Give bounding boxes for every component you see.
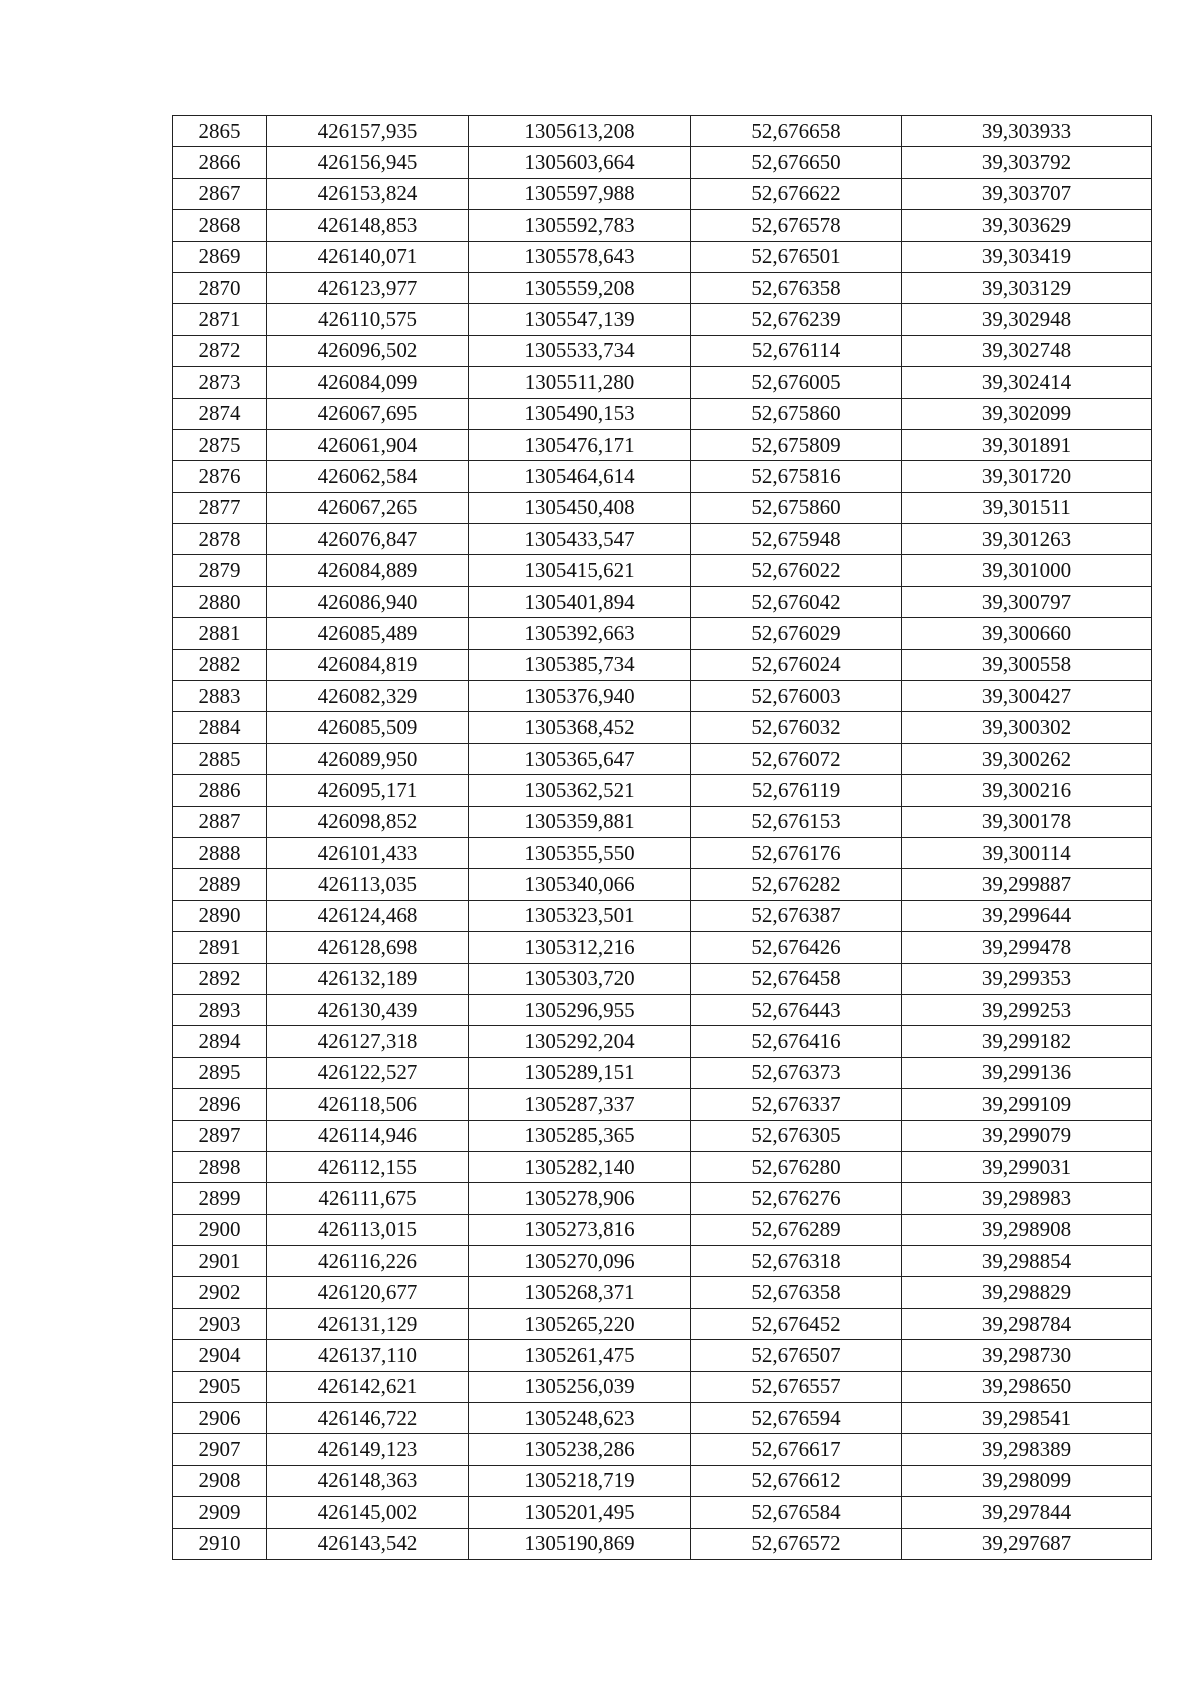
point-number-cell: 2905 [173,1371,267,1402]
table-row [173,1183,1152,1214]
latitude-cell: 52,676612 [691,1465,902,1496]
latitude-cell: 52,676119 [691,775,902,806]
y-coordinate-cell: 1305392,663 [469,618,691,649]
longitude-cell: 39,303707 [902,178,1152,209]
longitude-cell: 39,299887 [902,869,1152,900]
table-row [173,492,1152,523]
x-coordinate-cell: 426067,265 [267,492,469,523]
y-coordinate-cell: 1305359,881 [469,806,691,837]
longitude-cell: 39,301511 [902,492,1152,523]
x-coordinate-cell: 426096,502 [267,335,469,366]
y-coordinate-cell: 1305289,151 [469,1057,691,1088]
point-number-cell: 2887 [173,806,267,837]
y-coordinate-cell: 1305547,139 [469,304,691,335]
y-coordinate-cell: 1305597,988 [469,178,691,209]
latitude-cell: 52,676276 [691,1183,902,1214]
table-row [173,681,1152,712]
point-number-cell: 2890 [173,900,267,931]
latitude-cell: 52,676458 [691,963,902,994]
table-row [173,1371,1152,1402]
longitude-cell: 39,300262 [902,743,1152,774]
table-row [173,963,1152,994]
x-coordinate-cell: 426082,329 [267,681,469,712]
table-row [173,1057,1152,1088]
x-coordinate-cell: 426153,824 [267,178,469,209]
point-number-cell: 2881 [173,618,267,649]
point-number-cell: 2902 [173,1277,267,1308]
point-number-cell: 2872 [173,335,267,366]
longitude-cell: 39,299109 [902,1089,1152,1120]
y-coordinate-cell: 1305415,621 [469,555,691,586]
longitude-cell: 39,298389 [902,1434,1152,1465]
longitude-cell: 39,300427 [902,681,1152,712]
table-row [173,241,1152,272]
y-coordinate-cell: 1305368,452 [469,712,691,743]
latitude-cell: 52,676318 [691,1246,902,1277]
point-number-cell: 2879 [173,555,267,586]
x-coordinate-cell: 426098,852 [267,806,469,837]
table-row [173,806,1152,837]
latitude-cell: 52,676176 [691,837,902,868]
latitude-cell: 52,676029 [691,618,902,649]
longitude-cell: 39,300660 [902,618,1152,649]
x-coordinate-cell: 426084,889 [267,555,469,586]
x-coordinate-cell: 426157,935 [267,116,469,147]
longitude-cell: 39,299031 [902,1151,1152,1182]
y-coordinate-cell: 1305401,894 [469,586,691,617]
x-coordinate-cell: 426085,509 [267,712,469,743]
longitude-cell: 39,301891 [902,429,1152,460]
y-coordinate-cell: 1305265,220 [469,1308,691,1339]
x-coordinate-cell: 426118,506 [267,1089,469,1120]
table-row [173,994,1152,1025]
point-number-cell: 2894 [173,1026,267,1057]
point-number-cell: 2903 [173,1308,267,1339]
table-row [173,147,1152,178]
y-coordinate-cell: 1305323,501 [469,900,691,931]
x-coordinate-cell: 426061,904 [267,429,469,460]
x-coordinate-cell: 426084,819 [267,649,469,680]
x-coordinate-cell: 426122,527 [267,1057,469,1088]
table-row [173,1089,1152,1120]
longitude-cell: 39,299353 [902,963,1152,994]
table-row [173,1277,1152,1308]
y-coordinate-cell: 1305282,140 [469,1151,691,1182]
latitude-cell: 52,676443 [691,994,902,1025]
point-number-cell: 2888 [173,837,267,868]
latitude-cell: 52,676280 [691,1151,902,1182]
y-coordinate-cell: 1305256,039 [469,1371,691,1402]
x-coordinate-cell: 426067,695 [267,398,469,429]
table-row [173,178,1152,209]
latitude-cell: 52,676337 [691,1089,902,1120]
y-coordinate-cell: 1305201,495 [469,1497,691,1528]
point-number-cell: 2882 [173,649,267,680]
table-row [173,932,1152,963]
table-row [173,1120,1152,1151]
y-coordinate-cell: 1305464,614 [469,461,691,492]
table-row [173,304,1152,335]
table-row [173,869,1152,900]
latitude-cell: 52,676584 [691,1497,902,1528]
longitude-cell: 39,300178 [902,806,1152,837]
latitude-cell: 52,676594 [691,1403,902,1434]
point-number-cell: 2873 [173,367,267,398]
point-number-cell: 2876 [173,461,267,492]
table-row [173,398,1152,429]
x-coordinate-cell: 426127,318 [267,1026,469,1057]
longitude-cell: 39,297844 [902,1497,1152,1528]
point-number-cell: 2868 [173,210,267,241]
x-coordinate-cell: 426101,433 [267,837,469,868]
table-row [173,429,1152,460]
y-coordinate-cell: 1305248,623 [469,1403,691,1434]
coordinates-table [172,115,1152,1560]
latitude-cell: 52,676282 [691,869,902,900]
latitude-cell: 52,676005 [691,367,902,398]
longitude-cell: 39,301000 [902,555,1152,586]
table-row [173,367,1152,398]
latitude-cell: 52,676305 [691,1120,902,1151]
y-coordinate-cell: 1305292,204 [469,1026,691,1057]
table-row [173,1465,1152,1496]
x-coordinate-cell: 426123,977 [267,272,469,303]
x-coordinate-cell: 426062,584 [267,461,469,492]
point-number-cell: 2866 [173,147,267,178]
y-coordinate-cell: 1305287,337 [469,1089,691,1120]
longitude-cell: 39,298854 [902,1246,1152,1277]
table-row [173,900,1152,931]
table-row [173,837,1152,868]
x-coordinate-cell: 426128,698 [267,932,469,963]
point-number-cell: 2909 [173,1497,267,1528]
y-coordinate-cell: 1305385,734 [469,649,691,680]
latitude-cell: 52,676114 [691,335,902,366]
y-coordinate-cell: 1305559,208 [469,272,691,303]
x-coordinate-cell: 426130,439 [267,994,469,1025]
longitude-cell: 39,300797 [902,586,1152,617]
x-coordinate-cell: 426156,945 [267,147,469,178]
x-coordinate-cell: 426085,489 [267,618,469,649]
point-number-cell: 2871 [173,304,267,335]
point-number-cell: 2869 [173,241,267,272]
y-coordinate-cell: 1305238,286 [469,1434,691,1465]
point-number-cell: 2867 [173,178,267,209]
x-coordinate-cell: 426124,468 [267,900,469,931]
latitude-cell: 52,676022 [691,555,902,586]
x-coordinate-cell: 426089,950 [267,743,469,774]
point-number-cell: 2883 [173,681,267,712]
latitude-cell: 52,676072 [691,743,902,774]
x-coordinate-cell: 426131,129 [267,1308,469,1339]
longitude-cell: 39,303792 [902,147,1152,178]
y-coordinate-cell: 1305376,940 [469,681,691,712]
coordinates-table-body [173,116,1152,1560]
table-row [173,1308,1152,1339]
x-coordinate-cell: 426132,189 [267,963,469,994]
y-coordinate-cell: 1305268,371 [469,1277,691,1308]
table-row [173,1340,1152,1371]
longitude-cell: 39,298983 [902,1183,1152,1214]
table-row [173,712,1152,743]
point-number-cell: 2895 [173,1057,267,1088]
table-row [173,618,1152,649]
longitude-cell: 39,302099 [902,398,1152,429]
table-row [173,1528,1152,1559]
point-number-cell: 2907 [173,1434,267,1465]
longitude-cell: 39,297687 [902,1528,1152,1559]
x-coordinate-cell: 426137,110 [267,1340,469,1371]
table-row [173,1151,1152,1182]
longitude-cell: 39,300302 [902,712,1152,743]
longitude-cell: 39,300114 [902,837,1152,868]
x-coordinate-cell: 426110,575 [267,304,469,335]
latitude-cell: 52,676239 [691,304,902,335]
latitude-cell: 52,675809 [691,429,902,460]
latitude-cell: 52,676032 [691,712,902,743]
y-coordinate-cell: 1305603,664 [469,147,691,178]
y-coordinate-cell: 1305533,734 [469,335,691,366]
latitude-cell: 52,676617 [691,1434,902,1465]
y-coordinate-cell: 1305433,547 [469,524,691,555]
point-number-cell: 2897 [173,1120,267,1151]
latitude-cell: 52,676373 [691,1057,902,1088]
table-row [173,1497,1152,1528]
y-coordinate-cell: 1305303,720 [469,963,691,994]
point-number-cell: 2893 [173,994,267,1025]
point-number-cell: 2889 [173,869,267,900]
table-row [173,743,1152,774]
y-coordinate-cell: 1305592,783 [469,210,691,241]
y-coordinate-cell: 1305476,171 [469,429,691,460]
longitude-cell: 39,303629 [902,210,1152,241]
longitude-cell: 39,298541 [902,1403,1152,1434]
latitude-cell: 52,675860 [691,492,902,523]
point-number-cell: 2875 [173,429,267,460]
longitude-cell: 39,299136 [902,1057,1152,1088]
longitude-cell: 39,299079 [902,1120,1152,1151]
x-coordinate-cell: 426111,675 [267,1183,469,1214]
point-number-cell: 2885 [173,743,267,774]
point-number-cell: 2899 [173,1183,267,1214]
x-coordinate-cell: 426086,940 [267,586,469,617]
point-number-cell: 2896 [173,1089,267,1120]
point-number-cell: 2874 [173,398,267,429]
y-coordinate-cell: 1305340,066 [469,869,691,900]
x-coordinate-cell: 426084,099 [267,367,469,398]
table-row [173,1246,1152,1277]
longitude-cell: 39,298730 [902,1340,1152,1371]
latitude-cell: 52,676650 [691,147,902,178]
table-row [173,116,1152,147]
latitude-cell: 52,676289 [691,1214,902,1245]
longitude-cell: 39,302414 [902,367,1152,398]
x-coordinate-cell: 426113,015 [267,1214,469,1245]
point-number-cell: 2891 [173,932,267,963]
point-number-cell: 2865 [173,116,267,147]
table-row [173,1434,1152,1465]
x-coordinate-cell: 426120,677 [267,1277,469,1308]
table-row [173,555,1152,586]
y-coordinate-cell: 1305362,521 [469,775,691,806]
y-coordinate-cell: 1305578,643 [469,241,691,272]
longitude-cell: 39,299478 [902,932,1152,963]
latitude-cell: 52,675816 [691,461,902,492]
table-row [173,461,1152,492]
y-coordinate-cell: 1305218,719 [469,1465,691,1496]
latitude-cell: 52,676557 [691,1371,902,1402]
point-number-cell: 2884 [173,712,267,743]
latitude-cell: 52,676572 [691,1528,902,1559]
latitude-cell: 52,676507 [691,1340,902,1371]
table-row [173,1403,1152,1434]
latitude-cell: 52,675948 [691,524,902,555]
point-number-cell: 2892 [173,963,267,994]
latitude-cell: 52,676358 [691,272,902,303]
point-number-cell: 2898 [173,1151,267,1182]
longitude-cell: 39,302948 [902,304,1152,335]
y-coordinate-cell: 1305278,906 [469,1183,691,1214]
longitude-cell: 39,298829 [902,1277,1152,1308]
table-row [173,335,1152,366]
latitude-cell: 52,676003 [691,681,902,712]
x-coordinate-cell: 426116,226 [267,1246,469,1277]
latitude-cell: 52,676387 [691,900,902,931]
point-number-cell: 2904 [173,1340,267,1371]
x-coordinate-cell: 426143,542 [267,1528,469,1559]
longitude-cell: 39,299253 [902,994,1152,1025]
x-coordinate-cell: 426112,155 [267,1151,469,1182]
x-coordinate-cell: 426148,853 [267,210,469,241]
y-coordinate-cell: 1305261,475 [469,1340,691,1371]
y-coordinate-cell: 1305511,280 [469,367,691,398]
table-row [173,649,1152,680]
latitude-cell: 52,676358 [691,1277,902,1308]
latitude-cell: 52,675860 [691,398,902,429]
latitude-cell: 52,676501 [691,241,902,272]
longitude-cell: 39,298099 [902,1465,1152,1496]
longitude-cell: 39,300216 [902,775,1152,806]
y-coordinate-cell: 1305490,153 [469,398,691,429]
latitude-cell: 52,676426 [691,932,902,963]
y-coordinate-cell: 1305355,550 [469,837,691,868]
point-number-cell: 2877 [173,492,267,523]
x-coordinate-cell: 426142,621 [267,1371,469,1402]
point-number-cell: 2910 [173,1528,267,1559]
latitude-cell: 52,676578 [691,210,902,241]
point-number-cell: 2878 [173,524,267,555]
x-coordinate-cell: 426140,071 [267,241,469,272]
table-row [173,272,1152,303]
longitude-cell: 39,301720 [902,461,1152,492]
latitude-cell: 52,676658 [691,116,902,147]
point-number-cell: 2908 [173,1465,267,1496]
y-coordinate-cell: 1305273,816 [469,1214,691,1245]
x-coordinate-cell: 426076,847 [267,524,469,555]
table-row [173,210,1152,241]
longitude-cell: 39,298908 [902,1214,1152,1245]
longitude-cell: 39,298784 [902,1308,1152,1339]
table-row [173,775,1152,806]
point-number-cell: 2901 [173,1246,267,1277]
x-coordinate-cell: 426146,722 [267,1403,469,1434]
latitude-cell: 52,676024 [691,649,902,680]
x-coordinate-cell: 426148,363 [267,1465,469,1496]
latitude-cell: 52,676452 [691,1308,902,1339]
latitude-cell: 52,676153 [691,806,902,837]
x-coordinate-cell: 426145,002 [267,1497,469,1528]
y-coordinate-cell: 1305270,096 [469,1246,691,1277]
y-coordinate-cell: 1305190,869 [469,1528,691,1559]
y-coordinate-cell: 1305450,408 [469,492,691,523]
latitude-cell: 52,676622 [691,178,902,209]
longitude-cell: 39,300558 [902,649,1152,680]
longitude-cell: 39,303129 [902,272,1152,303]
y-coordinate-cell: 1305312,216 [469,932,691,963]
table-row [173,1214,1152,1245]
longitude-cell: 39,303419 [902,241,1152,272]
table-row [173,586,1152,617]
y-coordinate-cell: 1305296,955 [469,994,691,1025]
latitude-cell: 52,676416 [691,1026,902,1057]
x-coordinate-cell: 426149,123 [267,1434,469,1465]
point-number-cell: 2906 [173,1403,267,1434]
point-number-cell: 2900 [173,1214,267,1245]
x-coordinate-cell: 426095,171 [267,775,469,806]
y-coordinate-cell: 1305285,365 [469,1120,691,1151]
table-row [173,1026,1152,1057]
point-number-cell: 2870 [173,272,267,303]
point-number-cell: 2886 [173,775,267,806]
x-coordinate-cell: 426114,946 [267,1120,469,1151]
point-number-cell: 2880 [173,586,267,617]
longitude-cell: 39,298650 [902,1371,1152,1402]
longitude-cell: 39,303933 [902,116,1152,147]
longitude-cell: 39,299182 [902,1026,1152,1057]
y-coordinate-cell: 1305613,208 [469,116,691,147]
longitude-cell: 39,302748 [902,335,1152,366]
latitude-cell: 52,676042 [691,586,902,617]
y-coordinate-cell: 1305365,647 [469,743,691,774]
x-coordinate-cell: 426113,035 [267,869,469,900]
table-row [173,524,1152,555]
longitude-cell: 39,301263 [902,524,1152,555]
longitude-cell: 39,299644 [902,900,1152,931]
